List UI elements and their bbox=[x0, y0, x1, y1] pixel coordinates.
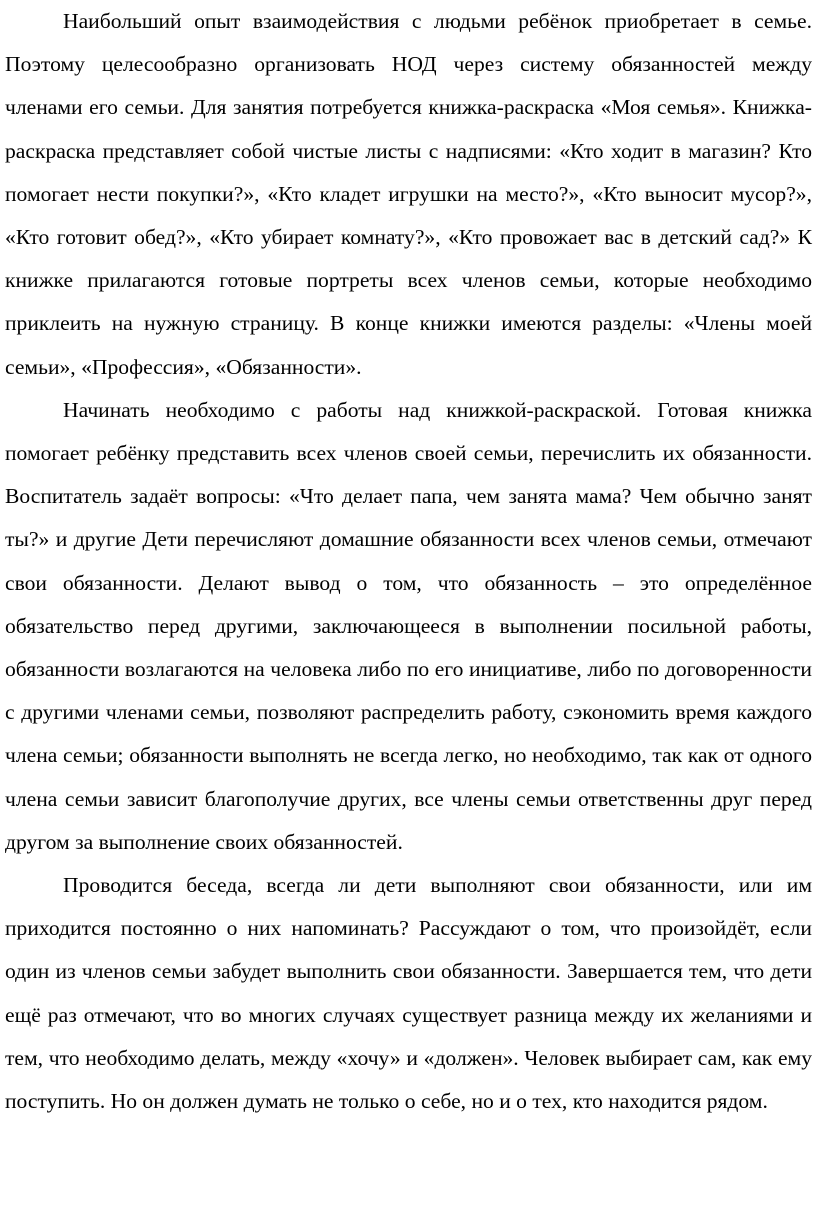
paragraph-discussion: Проводится беседа, всегда ли дети выполняют свои обязанности, или им приходится постоянно о них напоминать? Рассуждают о том, что произойдёт, если один из членов семьи забудет выполнить свои обязанности. Завершается тем, что дети ещё раз отмечают, что во многих случаях существует разница между их желаниями и тем, что необходимо делать, между «хочу» и «должен». Человек выбирает сам, как ему поступить. Но он должен думать не только о себе, но и о тех, кто находится рядом. bbox=[5, 873, 812, 1114]
paragraph-family-experience: Наибольший опыт взаимодействия с людьми ребёнок приобретает в семье. Поэтому целесообразно организовать НОД через систему обязанностей между членами его семьи. Для занятия потребуется книжка-раскраска «Моя семья». Книжка-раскраска представляет собой чистые листы с надписями: «Кто ходит в магазин? Кто помогает нести покупки?», «Кто кладет игрушки на место?», «Кто выносит мусор?», «Кто готовит обед?», «Кто убирает комнату?», «Кто провожает вас в детский сад?» К книжке прилагаются готовые портреты всех членов семьи, которые необходимо приклеить на нужную страницу. В конце книжки имеются разделы: «Члены моей семьи», «Профессия», «Обязанности». bbox=[5, 9, 812, 379]
paragraph-coloring-book-work: Начинать необходимо с работы над книжкой-раскраской. Готовая книжка помогает ребёнку представить всех членов своей семьи, перечислить их обязанности. Воспитатель задаёт вопросы: «Что делает папа, чем занята мама? Чем обычно занят ты?» и другие Дети перечисляют домашние обязанности всех членов семьи, отмечают свои обязанности. Делают вывод о том, что обязанность – это определённое обязательство перед другими, заключающееся в выполнении посильной работы, обязанности возлагаются на человека либо по его инициативе, либо по договоренности с другими членами семьи, позволяют распределить работу, сэкономить время каждого члена семьи; обязанности выполнять не всегда легко, но необходимо, так как от одного члена семьи зависит благополучие других, все члены семьи ответственны друг перед другом за выполнение своих обязанностей. bbox=[5, 397, 812, 854]
